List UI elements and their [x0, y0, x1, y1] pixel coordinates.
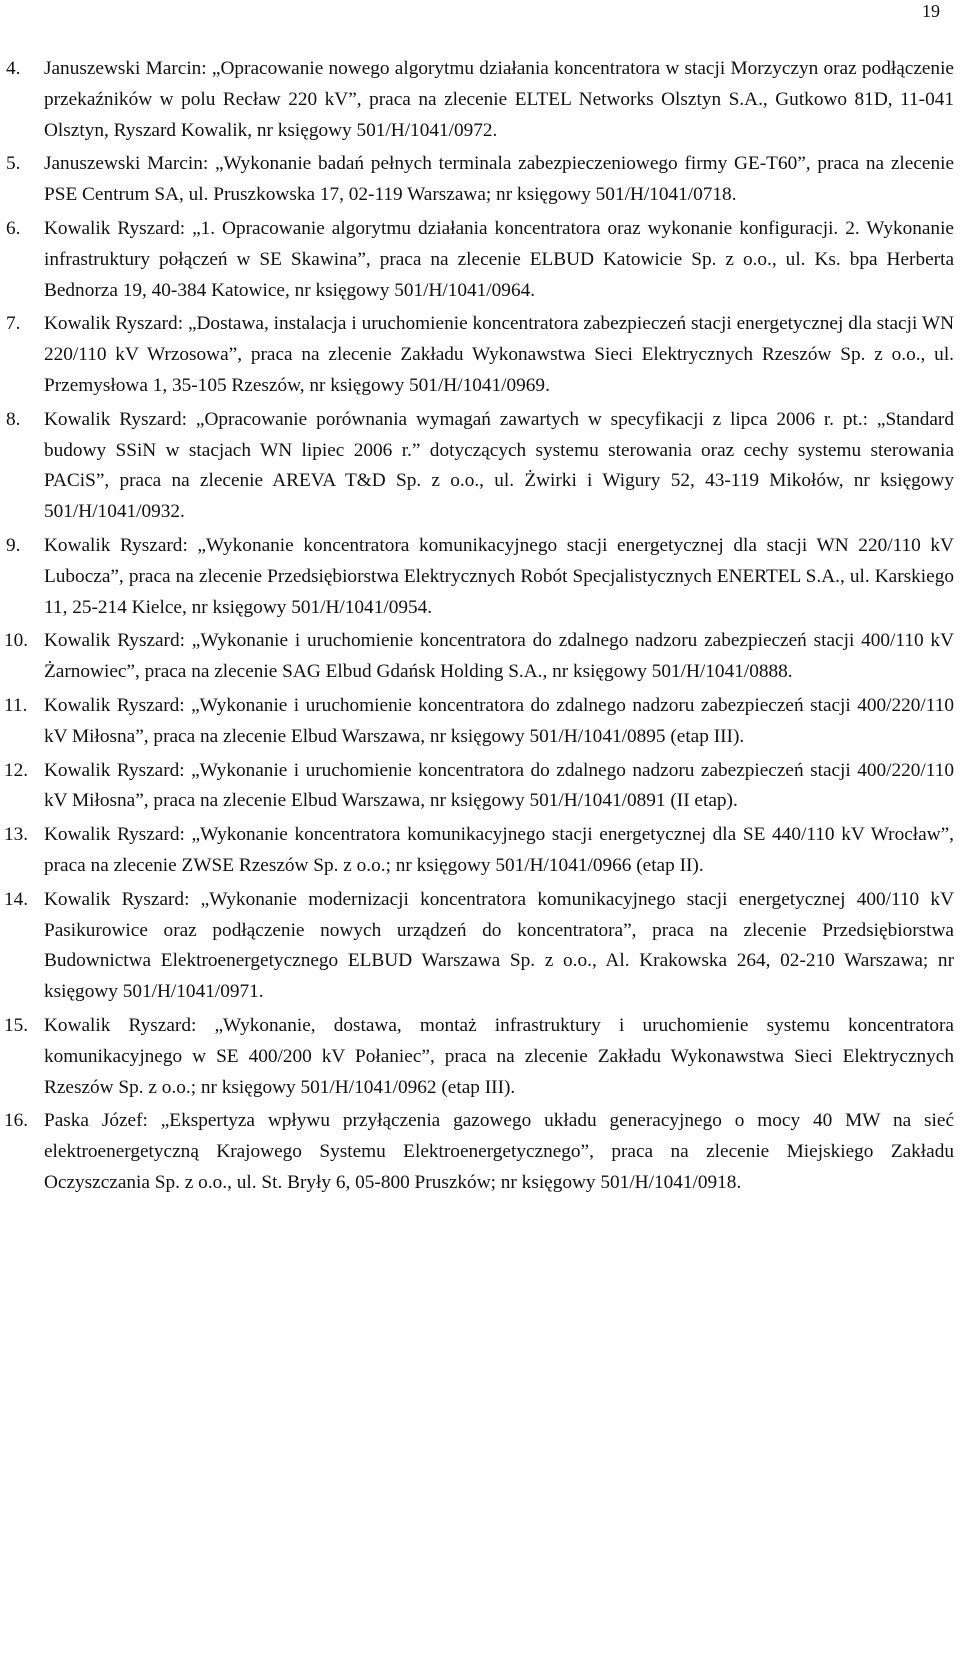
- item-number: 7.: [6, 313, 21, 335]
- item-text: Januszewski Marcin: „Wykonanie badań pełnych terminala zabezpieczeniowego firmy GE-T60”, praca na zlecenie PSE Centrum SA, ul. Pruszkowska 17, 02-119 Warszawa; nr księgowy 501/H/1041/0718.: [44, 153, 954, 206]
- list-item: [0, 309, 960, 401]
- item-number: 11.: [4, 694, 28, 716]
- item-number: 13.: [4, 824, 29, 846]
- item-text: Kowalik Ryszard: „Wykonanie koncentratora komunikacyjnego stacji energetycznej dla SE 440/110 kV Wrocław”, praca na zlecenie ZWSE Rzeszów Sp. z o.o.; nr księgowy 501/H/1041/0966 (etap II).: [44, 824, 954, 876]
- page-number: 19: [922, 1, 940, 21]
- item-number: 14.: [4, 888, 29, 910]
- item-number: 6.: [6, 217, 21, 239]
- list-item: [0, 885, 960, 1008]
- item-number: 5.: [6, 153, 21, 175]
- item-text: Kowalik Ryszard: „1. Opracowanie algorytmu działania koncentratora oraz wykonanie konfiguracji. 2. Wykonanie infrastruktury połączeń w SE Skawina”, praca na zlecenie ELBUD Katowicie Sp. z o.o., ul. Ks. bpa Herberta Bednorza 19, 40-384 Katowice, nr księgowy 501/H/1041/0964.: [44, 217, 954, 301]
- item-number: 12.: [4, 759, 29, 781]
- item-number: 8.: [6, 408, 21, 430]
- list-item: [0, 214, 960, 306]
- item-text: Januszewski Marcin: „Opracowanie nowego algorytmu działania koncentratora w stacji Morzyczyn oraz podłączenie przekaźników w polu Recław 220 kV”, praca na zlecenie ELTEL Networks Olsztyn S.A., Gutkowo 81D, 11-041 Olsztyn, Ryszard Kowalik, nr księgowy 501/H/1041/0972.: [44, 58, 954, 141]
- list-item: [0, 756, 960, 818]
- reference-list: [0, 54, 960, 1202]
- list-item: [0, 1106, 960, 1198]
- item-text: Kowalik Ryszard: „Wykonanie modernizacji koncentratora komunikacyjnego stacji energetycznej 400/110 kV Pasikurowice oraz podłączenie nowych urządzeń do koncentratora”, praca na zlecenie Przedsiębiorstwa Budownictwa Elektroenergetycznego ELBUD Warszawa Sp. z o.o., Al. Krakowska 264, 02-210 Warszawa; nr księgowy 501/H/1041/0971.: [44, 888, 954, 1003]
- item-text: Kowalik Ryszard: „Dostawa, instalacja i uruchomienie koncentratora zabezpieczeń stacji energetycznej dla stacji WN 220/110 kV Wrzosowa”, praca na zlecenie Zakładu Wykonawstwa Sieci Elektrycznych Rzeszów Sp. z o.o., ul. Przemysłowa 1, 35-105 Rzeszów, nr księgowy 501/H/1041/0969.: [44, 313, 954, 396]
- list-item: [0, 820, 960, 882]
- item-text: Paska Józef: „Ekspertyza wpływu przyłączenia gazowego układu generacyjnego o mocy 40 MW na sieć elektroenergetyczną Krajowego Systemu Elektroenergetycznego”, praca na zlecenie Miejskiego Zakładu Oczyszczania Sp. z o.o., ul. St. Bryły 6, 05-800 Pruszków; nr księgowy 501/H/1041/0918.: [44, 1110, 954, 1193]
- item-number: 15.: [4, 1014, 29, 1036]
- item-number: 10.: [4, 630, 29, 652]
- list-item: [0, 54, 960, 146]
- item-text: Kowalik Ryszard: „Opracowanie porównania wymagań zawartych w specyfikacji z lipca 2006 r. pt.: „Standard budowy SSiN w stacjach WN lipiec 2006 r.” dotyczących systemu sterowania oraz cechy systemu sterowania PACiS”, praca na zlecenie AREVA T&D Sp. z o.o., ul. Żwirki i Wigury 52, 43-119 Mikołów, nr księgowy 501/H/1041/0932.: [44, 408, 954, 523]
- list-item: [0, 1011, 960, 1103]
- list-item: [0, 405, 960, 528]
- item-number: 4.: [6, 58, 21, 79]
- item-text: Kowalik Ryszard: „Wykonanie i uruchomienie koncentratora do zdalnego nadzoru zabezpieczeń stacji 400/220/110 kV Miłosna”, praca na zlecenie Elbud Warszawa, nr księgowy 501/H/1041/0895 (etap III).: [44, 694, 954, 747]
- item-text: Kowalik Ryszard: „Wykonanie i uruchomienie koncentratora do zdalnego nadzoru zabezpieczeń stacji 400/110 kV Żarnowiec”, praca na zlecenie SAG Elbud Gdańsk Holding S.A., nr księgowy 501/H/1041/0888.: [44, 630, 954, 683]
- item-text: Kowalik Ryszard: „Wykonanie i uruchomienie koncentratora do zdalnego nadzoru zabezpieczeń stacji 400/220/110 kV Miłosna”, praca na zlecenie Elbud Warszawa, nr księgowy 501/H/1041/0891 (II etap).: [44, 759, 954, 812]
- item-text: Kowalik Ryszard: „Wykonanie, dostawa, montaż infrastruktury i uruchomienie systemu koncentratora komunikacyjnego w SE 400/200 kV Połaniec”, praca na zlecenie Zakładu Wykonawstwa Sieci Elektrycznych Rzeszów Sp. z o.o.; nr księgowy 501/H/1041/0962 (etap III).: [44, 1014, 954, 1098]
- item-number: 16.: [4, 1110, 29, 1132]
- list-item: [0, 626, 960, 688]
- list-item: [0, 531, 960, 623]
- list-item: [0, 149, 960, 211]
- item-number: 9.: [6, 534, 21, 556]
- list-item: [0, 691, 960, 753]
- item-text: Kowalik Ryszard: „Wykonanie koncentratora komunikacyjnego stacji energetycznej dla stacji WN 220/110 kV Lubocza”, praca na zlecenie Przedsiębiorstwa Elektrycznych Robót Specjalistycznych ENERTEL S.A., ul. Karskiego 11, 25-214 Kielce, nr księgowy 501/H/1041/0954.: [44, 534, 954, 618]
